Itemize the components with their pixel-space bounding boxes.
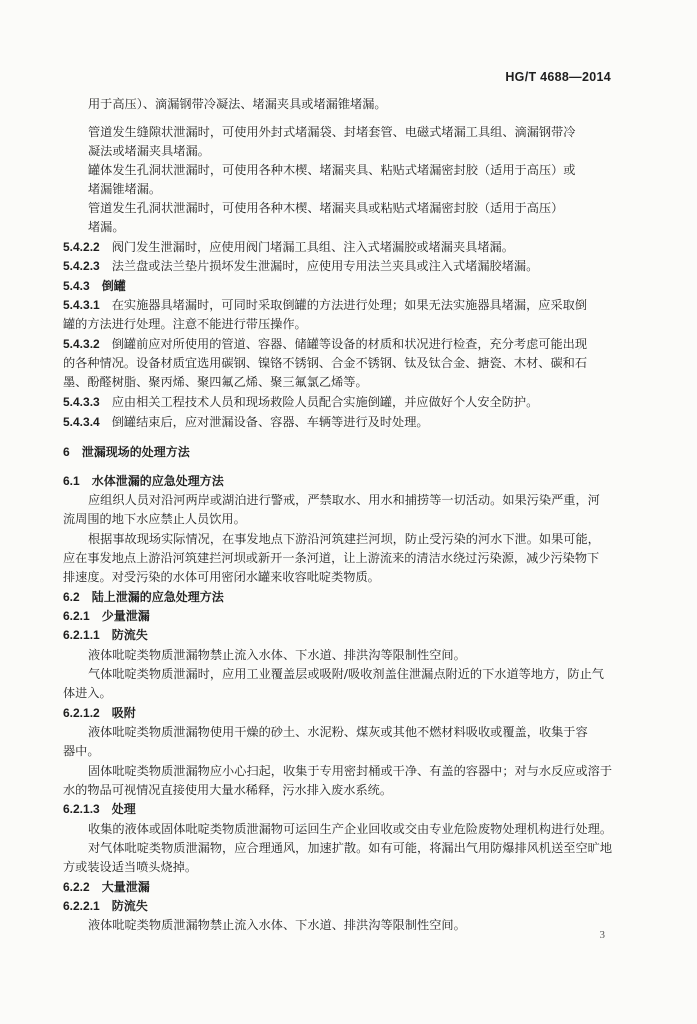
section-6-heading <box>63 444 190 460</box>
standard-code: HG/T 4688—2014 <box>505 70 611 84</box>
section-5-4-3-heading <box>63 278 126 294</box>
paragraph-line: 固体吡啶类物质泄漏物应小心扫起，收集于专用密封桶或干净、有盖的容器中；对与水反应或溶于 <box>88 764 613 778</box>
section-title: 陆上泄漏的应急处理方法 <box>91 590 224 604</box>
section-6-1-heading <box>63 473 224 489</box>
clause-text: 法兰盘或法兰垫片损坏发生泄漏时，应使用专用法兰夹具或注入式堵漏胶堵漏。 <box>111 259 539 273</box>
section-6-2-2-1-heading <box>63 898 148 914</box>
section-title: 大量泄漏 <box>101 880 150 894</box>
paragraph-line: 墨、酚醛树脂、聚丙烯、聚四氟乙烯、聚三氟氯乙烯等。 <box>63 375 368 389</box>
clause-number: 5.4.3.3 <box>63 395 100 409</box>
clause-text: 倒罐前应对所使用的管道、容器、储罐等设备的材质和状况进行检查，充分考虑可能出现 <box>111 337 588 351</box>
section-title: 防流失 <box>111 899 148 913</box>
section-6-2-heading <box>63 589 224 605</box>
section-6-2-1-heading <box>63 608 150 624</box>
section-number: 6.2.1.2 <box>63 706 100 720</box>
clause-text: 在实施器具堵漏时，可同时采取倒罐的方法进行处理；如果无法实施器具堵漏，应采取倒 <box>111 298 588 312</box>
paragraph-line: 器中。 <box>63 744 100 758</box>
section-title: 防流失 <box>111 628 148 642</box>
clause-5-4-2-3 <box>63 258 538 274</box>
paragraph-line: 罐的方法进行处理。注意不能进行带压操作。 <box>63 317 307 331</box>
page-number: 3 <box>599 929 605 941</box>
paragraph-line: 罐体发生孔洞状泄漏时，可使用各种木楔、堵漏夹具、粘贴式堵漏密封胶（适用于高压）或 <box>88 163 576 177</box>
section-6-2-1-3-heading <box>63 801 136 817</box>
clause-5-4-3-2 <box>63 336 587 352</box>
paragraph-line: 体进入。 <box>63 686 112 700</box>
paragraph-line: 应在事发地点上游沿河筑建拦河坝或新开一条河道，让上游流来的清洁水绕过污染源，减少污染物下 <box>63 551 600 565</box>
clause-5-4-3-1 <box>63 297 587 313</box>
section-title: 泄漏现场的处理方法 <box>81 445 190 459</box>
section-title: 吸附 <box>111 706 136 720</box>
paragraph-line: 应组织人员对沿河两岸或湖泊进行警戒，严禁取水、用水和捕捞等一切活动。如果污染严重，河 <box>88 493 600 507</box>
paragraph-line: 的各种情况。设备材质宜选用碳钢、镍铬不锈钢、合金不锈钢、钛及钛合金、搪瓷、木材、碳和石 <box>63 356 588 370</box>
paragraph-line: 液体吡啶类物质泄漏物禁止流入水体、下水道、排洪沟等限制性空间。 <box>88 648 466 662</box>
section-number: 5.4.3 <box>63 279 90 293</box>
clause-text: 阀门发生泄漏时，应使用阀门堵漏工具组、注入式堵漏胶或堵漏夹具堵漏。 <box>111 240 514 254</box>
clause-number: 5.4.3.1 <box>63 298 100 312</box>
section-6-2-2-heading <box>63 879 150 895</box>
section-number: 6.2.1 <box>63 609 90 623</box>
paragraph-line: 排速度。对受污染的水体可用密闭水罐来收容吡啶类物质。 <box>63 570 380 584</box>
section-title: 少量泄漏 <box>101 609 150 623</box>
paragraph-line: 根据事故现场实际情况，在事发地点下游沿河筑建拦河坝，防止受污染的河水下泄。如果可能， <box>88 532 600 546</box>
clause-text: 应由相关工程技术人员和现场救险人员配合实施倒罐，并应做好个人安全防护。 <box>111 395 539 409</box>
paragraph-line: 凝法或堵漏夹具堵漏。 <box>88 144 210 158</box>
clause-5-4-3-3 <box>63 394 538 410</box>
section-number: 6.2.1.3 <box>63 802 100 816</box>
clause-number: 5.4.2.2 <box>63 240 100 254</box>
section-6-2-1-1-heading <box>63 627 148 643</box>
paragraph-line: 液体吡啶类物质泄漏物使用干燥的砂土、水泥粉、煤灰或其他不燃材料吸收或覆盖，收集于容 <box>88 725 588 739</box>
paragraph-line: 用于高压）、滴漏钢带冷凝法、堵漏夹具或堵漏锥堵漏。 <box>88 97 387 111</box>
paragraph-line: 流周围的地下水应禁止人员饮用。 <box>63 512 246 526</box>
paragraph-line: 水的物品可视情况直接使用大量水稀释，污水排入废水系统。 <box>63 783 393 797</box>
section-number: 6.2.2 <box>63 880 90 894</box>
clause-number: 5.4.3.2 <box>63 337 100 351</box>
paragraph-line: 对气体吡啶类物质泄漏物，应合理通风，加速扩散。如有可能，将漏出气用防爆排风机送至空旷地 <box>88 841 613 855</box>
paragraph-line: 堵漏。 <box>88 220 125 234</box>
section-title: 倒罐 <box>101 279 126 293</box>
paragraph-line: 管道发生孔洞状泄漏时，可使用各种木楔、堵漏夹具或粘贴式堵漏密封胶（适用于高压） <box>88 201 564 215</box>
paragraph-line: 收集的液体或固体吡啶类物质泄漏物可运回生产企业回收或交由专业危险废物处理机构进行处理。 <box>88 822 613 836</box>
clause-text: 倒罐结束后，应对泄漏设备、容器、车辆等进行及时处理。 <box>111 415 429 429</box>
section-title: 水体泄漏的应急处理方法 <box>91 474 224 488</box>
paragraph-line: 液体吡啶类物质泄漏物禁止流入水体、下水道、排洪沟等限制性空间。 <box>88 918 466 932</box>
section-number: 6 <box>63 445 70 459</box>
section-number: 6.1 <box>63 474 80 488</box>
clause-number: 5.4.3.4 <box>63 415 100 429</box>
clause-number: 5.4.2.3 <box>63 259 100 273</box>
clause-5-4-3-4 <box>63 414 429 430</box>
paragraph-line: 气体吡啶类物质泄漏时，应用工业覆盖层或吸附/吸收剂盖住泄漏点附近的下水道等地方，防止气 <box>88 667 604 681</box>
paragraph-line: 堵漏锥堵漏。 <box>88 182 162 196</box>
section-number: 6.2 <box>63 590 80 604</box>
paragraph-line: 管道发生缝隙状泄漏时，可使用外封式堵漏袋、封堵套管、电磁式堵漏工具组、滴漏钢带冷 <box>88 125 576 139</box>
section-number: 6.2.1.1 <box>63 628 100 642</box>
paragraph-line: 方或装设适当喷头烧掉。 <box>63 860 198 874</box>
section-number: 6.2.2.1 <box>63 899 100 913</box>
clause-5-4-2-2 <box>63 239 514 255</box>
section-title: 处理 <box>111 802 136 816</box>
section-6-2-1-2-heading <box>63 705 136 721</box>
